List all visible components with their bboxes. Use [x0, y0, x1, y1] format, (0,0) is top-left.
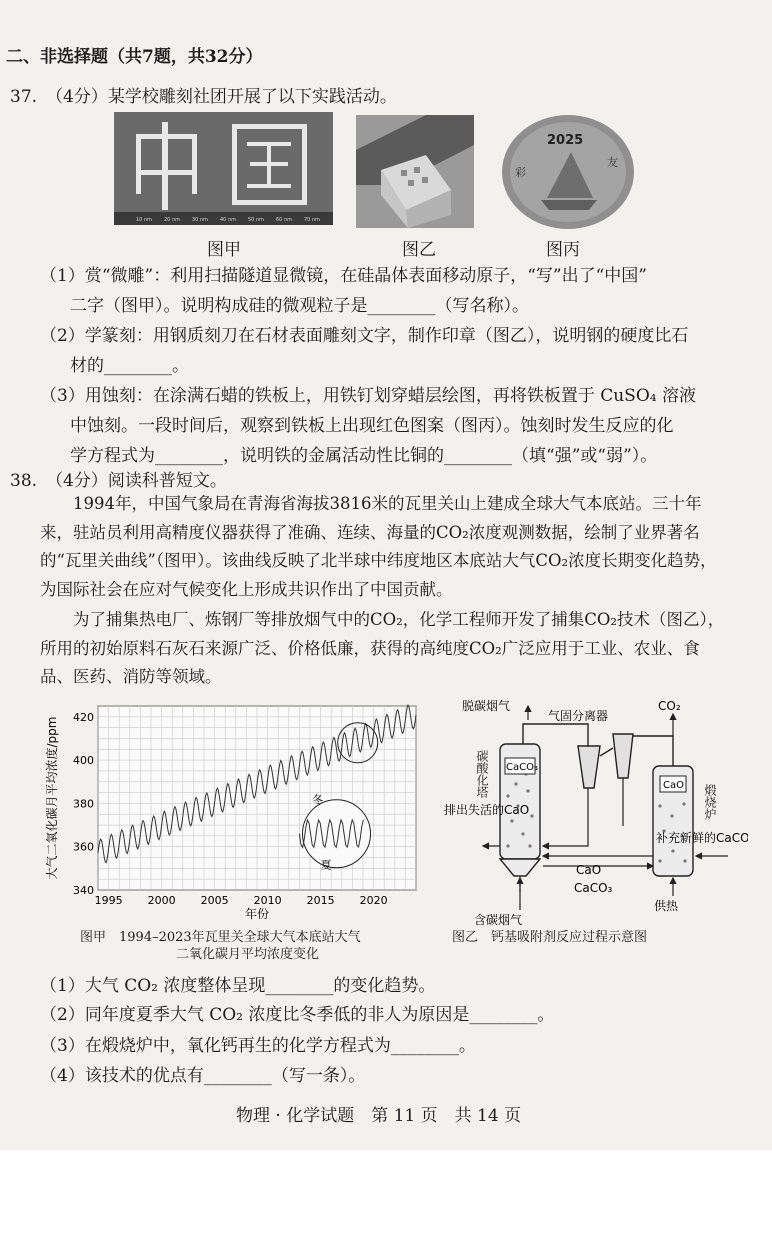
chart-caption-line2: 二氧化碳月平均浓度变化 [176, 947, 320, 962]
calcium-loop-diagram [428, 696, 748, 926]
q37-sub3-line2: 中蚀刻。一段时间后，观察到铁板上出现红色图案（图丙）。蚀刻时发生反应的化 [70, 416, 674, 436]
diagram-caption: 图乙 钙基吸附剂反应过程示意图 [452, 930, 648, 945]
label-heat: 供热 [654, 899, 679, 913]
section-title: 二、非选择题（共7题，共32分） [6, 47, 263, 67]
scale-tick-3: 30 nm [192, 217, 208, 223]
fig-b-caption: 图乙 [402, 240, 436, 260]
x-tick-label: 2010 [253, 894, 282, 907]
calciner-cao-label: CaO [663, 780, 684, 791]
y-tick-label: 380 [73, 797, 94, 811]
label-cao-flow: CaO [576, 863, 602, 877]
plate-right-mark: 友 [607, 156, 618, 169]
separator-left [578, 746, 600, 788]
q38-sub2: （2）同年度夏季大气 CO₂ 浓度比冬季低的非人为原因是________。 [40, 1005, 555, 1025]
scale-tick-6: 60 nm [276, 217, 292, 223]
x-axis-title: 年份 [244, 907, 270, 921]
scale-tick-7: 70 nm [304, 217, 320, 223]
y-tick-label: 420 [73, 710, 94, 724]
q37-sub3-line3: 学方程式为________，说明铁的金属活动性比铜的________（填“强”或“弱”）。 [70, 446, 658, 466]
plate-year: 2025 [547, 133, 584, 148]
x-tick-label: 2005 [200, 894, 229, 907]
q38-sub1: （1）大气 CO₂ 浓度整体呈现________的变化趋势。 [40, 976, 436, 996]
label-flue-gas: 含碳烟气 [474, 913, 523, 926]
q38-intro: （4分）阅读科普短文。 [46, 471, 227, 491]
q37-sub3-line1: （3）用蚀刻：在涂满石蜡的铁板上，用铁钉划穿蜡层绘图，再将铁板置于 CuSO₄ 溶液 [40, 386, 696, 406]
q37-sub1-line2: 二字（图甲）。说明构成硅的微观粒子是________（写名称）。 [70, 296, 529, 316]
etched-plate-disc [501, 114, 635, 230]
plate-left-mark: 彩 [515, 166, 526, 179]
q37-sub2-line1: （2）学篆刻：用钢质刻刀在石材表面雕刻文字，制作印章（图乙），说明钢的硬度比石 [40, 326, 689, 346]
label-calciner: 煅烧炉 [703, 784, 717, 820]
q37-sub1-line1: （1）赏“微雕”：利用扫描隧道显微镜，在硅晶体表面移动原子，“写”出了“中国” [40, 266, 647, 286]
q37-number: 37. [10, 87, 38, 107]
figure-stm-image [114, 112, 333, 225]
q38-number: 38. [10, 471, 38, 491]
co2-chart [42, 698, 422, 926]
zoom-circle-large [303, 800, 371, 868]
stm-zhongguo-atoms [114, 112, 333, 225]
x-tick-label: 2020 [359, 894, 388, 907]
page-footer: 物理 · 化学试题 第 11 页 共 14 页 [236, 1106, 522, 1126]
q37-intro: （4分）某学校雕刻社团开展了以下实践活动。 [46, 87, 397, 107]
scale-tick-2: 20 nm [164, 217, 180, 223]
scale-tick-1: 10 nm [136, 217, 152, 223]
label-discharge: 排出失活的CaO [444, 803, 530, 817]
co2-chart-svg [42, 698, 422, 926]
fig-c-caption: 图丙 [546, 240, 580, 260]
y-axis-title: 大气二氧化碳月平均浓度/ppm [45, 716, 59, 880]
seal-carving-icon [356, 115, 474, 228]
figure-etched-plate [501, 114, 635, 230]
scale-tick-5: 50 nm [248, 217, 264, 223]
scale-tick-4: 40 nm [220, 217, 236, 223]
label-replenish: 补充新鲜的CaCO₃ [656, 831, 748, 845]
x-tick-label: 1995 [94, 894, 123, 907]
diagram-svg [428, 696, 748, 926]
chart-caption-line1: 图甲 1994–2023年瓦里关全球大气本底站大气 [80, 930, 361, 945]
annotation-summer: 夏 [320, 858, 332, 872]
label-separator: 气固分离器 [548, 709, 609, 723]
y-tick-label: 340 [73, 884, 94, 897]
q38-paragraph-1: 1994年，中国气象局在青海省海拔3816米的瓦里关山上建成全球大气本底站。三十年来，驻站员利用高精度仪器获得了准确、连续、海量的CO₂浓度观测数据，绘制了业界著名的“瓦里关曲线”（图甲）。该曲线反映了北半球中纬度地区本底站大气CO₂浓度长期变化趋势，为国际社会在应对气候变化上形成共识作出了中国贡献。 [40, 494, 717, 599]
q38-sub4: （4）该技术的优点有________（写一条）。 [40, 1066, 366, 1086]
q37-sub2-line2: 材的________。 [70, 356, 189, 376]
y-tick-label: 400 [73, 754, 94, 768]
q38-sub3: （3）在煅烧炉中，氧化钙再生的化学方程式为________。 [40, 1036, 476, 1056]
label-caco3-flow: CaCO₃ [574, 881, 613, 895]
q38-paragraph-2: 为了捕集热电厂、炼钢厂等排放烟气中的CO₂，化学工程师开发了捕集CO₂技术（图乙），所用的初始原料石灰石来源广泛、价格低廉，获得的高纯度CO₂广泛应用于工业、农业、食品、医药、消防等领域。 [40, 610, 725, 686]
label-co2-out: CO₂ [658, 699, 681, 713]
label-decarb-gas: 脱碳烟气 [462, 699, 511, 713]
separator-right [613, 734, 633, 778]
fig-a-caption: 图甲 [207, 240, 241, 260]
x-tick-label: 2015 [306, 894, 335, 907]
x-tick-label: 2000 [147, 894, 176, 907]
tower-caco3-label: CaCO₃ [506, 762, 538, 773]
label-carbonator: 碳酸化塔 [475, 750, 489, 798]
y-tick-label: 360 [73, 840, 94, 854]
figure-seal-photo [356, 115, 474, 228]
annotation-winter: 冬 [312, 793, 324, 807]
